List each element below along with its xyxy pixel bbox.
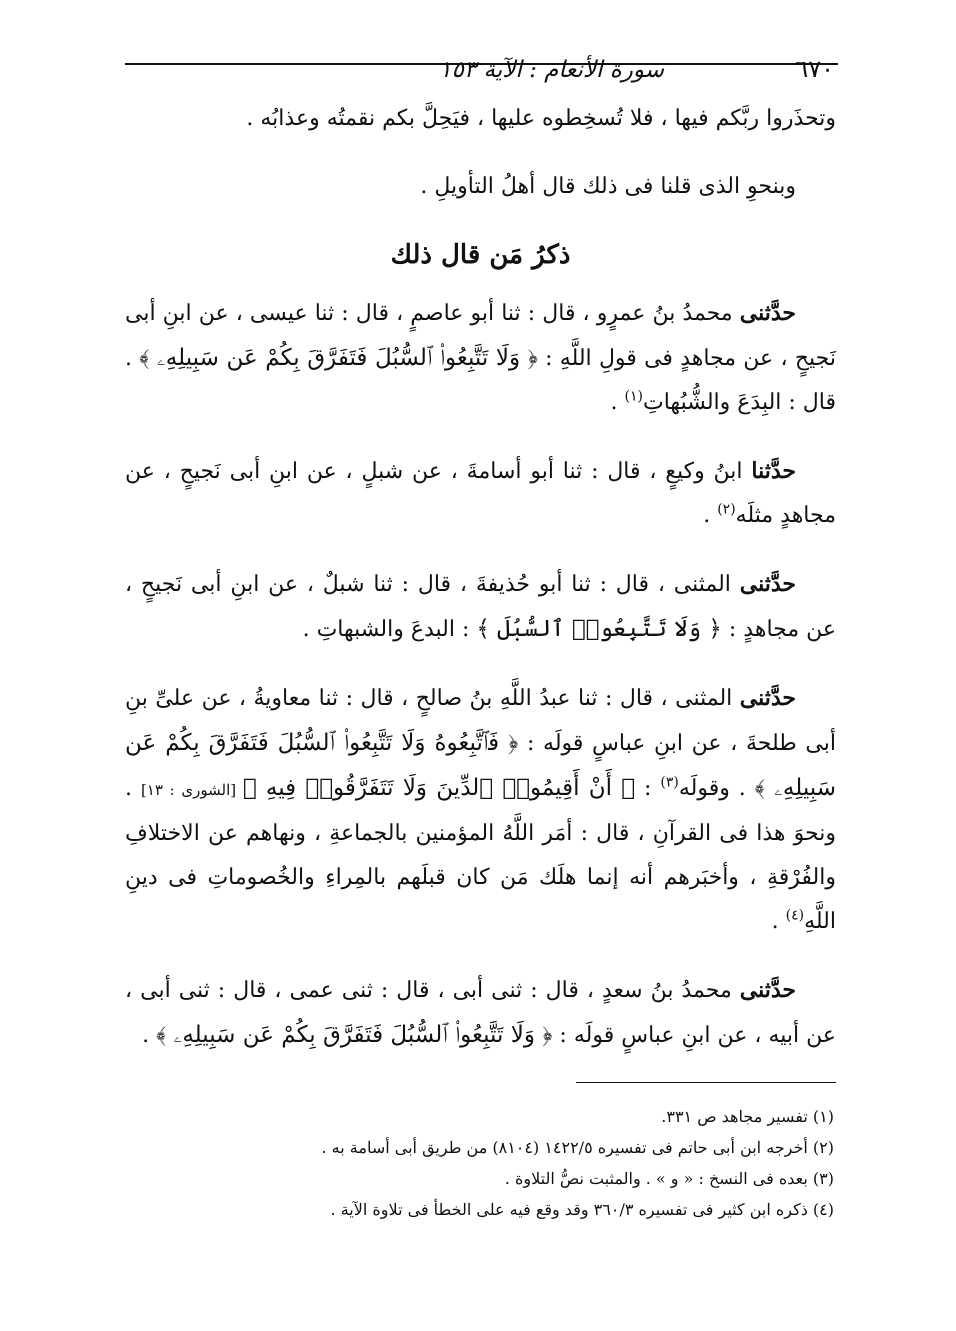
- quran-quote: ﴿ وَلَا تَتَّبِعُوا۟ ٱلسُّبُلَ فَتَفَرَّقَ بِكُمْ عَن سَبِيلِهِۦ ﴾: [156, 1022, 553, 1048]
- narration-end: .: [610, 390, 625, 415]
- main-text: [125, 97, 836, 1058]
- footnote-4: (٤) ذكره ابن كثير فى تفسيره ٣٦٠/٣ وقد وقع فيه على الخطأ فى تلاوة الآية .: [330, 1200, 834, 1219]
- footnote-2: (٢) أخرجه ابن أبى حاتم فى تفسيره ١٤٢٢/٥ (٨١٠٤) من طريق أبى أسامة به .: [321, 1138, 834, 1157]
- narration-lead: حدَّثنا: [751, 458, 796, 484]
- narration-text: . ونحوَ هذا فى القرآنِ ، قال : أمَر اللَّهُ المؤمنين بالجماعةِ ، ونهاهم عن الاختلافِ والفُرْقةِ ، وأخبَرهم أنه إنما هلَك مَن كان قبلَهم بالمِراءِ والخُصوماتِ فى دينِ اللَّهِ: [125, 776, 836, 934]
- narration-lead: حدَّثنى: [739, 685, 796, 711]
- narration-text: ابنُ وكيعٍ ، قال : ثنا أبو أسامةَ ، عن شبلٍ ، عن ابنِ أبى نَجيحٍ ، عن مجاهدٍ مثلَه: [125, 459, 836, 528]
- narration-lead: حدَّثنى: [739, 977, 796, 1003]
- footnotes: [125, 1101, 836, 1225]
- narration-text: : البدعَ والشبهاتِ .: [302, 617, 477, 642]
- paragraph: [125, 97, 836, 141]
- footnote-ref[interactable]: (٤): [785, 907, 805, 924]
- narration-end: .: [142, 1023, 157, 1048]
- narration-5: [125, 968, 836, 1058]
- narration-end: .: [703, 503, 718, 528]
- narration-text: المثنى ، قال : ثنا أبو حُذيفةَ ، قال : ثنا شبلٌ ، عن ابنِ أبى نَجيحٍ ، عن مجاهدٍ :: [125, 572, 836, 642]
- quran-reference: [الشورى : ١٣]: [140, 781, 243, 799]
- footnote-ref[interactable]: (٢): [717, 501, 736, 518]
- quran-quote: ﴿ وَلَا تَتَّبِعُوا۟ ٱلسُّبُلَ ﴾: [476, 616, 722, 642]
- narration-text: محمدُ بنُ سعدٍ ، قال : ثنى أبى ، قال : ثنى عمى ، قال : ثنى أبى ، عن أبيه ، عن ابنِ عباسٍ قولَه :: [125, 978, 836, 1048]
- narration-end: .: [771, 909, 786, 934]
- quran-quote: ﴿ وَلَا تَتَّبِعُوا۟ ٱلسُّبُلَ فَتَفَرَّقَ بِكُمْ عَن سَبِيلِهِۦ ﴾: [139, 345, 538, 371]
- footnote-rule: [576, 1082, 836, 1083]
- narration-text: :: [635, 776, 661, 801]
- page-number: ٦٧٠: [795, 55, 834, 83]
- footnote-3: (٣) بعده فى النسخ : « و » . والمثبت نصُّ التلاوة .: [504, 1169, 834, 1188]
- running-head: سورة الأنعام : الآية ١٥٣: [439, 57, 664, 83]
- narration-text: المثنى ، قال : ثنا عبدُ اللَّهِ بنُ صالحٍ ، قال : ثنا معاويةُ ، عن علىِّ بنِ أبى طلحةَ ، عن ابنِ عباسٍ قولَه :: [125, 686, 836, 756]
- footnote-1: (١) تفسير مجاهد ص ٣٣١.: [661, 1107, 834, 1126]
- quran-quote: ﴿ أَنْ أَقِيمُوا۟ ٱلدِّينَ وَلَا تَتَفَرَّقُوا۟ فِيهِ ﴾: [242, 775, 636, 801]
- narration-1: [125, 291, 836, 425]
- narration-lead: حدَّثنى: [739, 571, 796, 597]
- paragraph-text: وتحذَروا ربَّكم فيها ، فلا تُسخِطوه عليها ، فيَحِلَّ بكم نقمتُه وعذابُه .: [246, 106, 836, 131]
- narration-3: [125, 562, 836, 652]
- page-header: [125, 0, 836, 83]
- paragraph-text: وبنحوِ الذى قلنا فى ذلك قال أهلُ التأويلِ .: [420, 174, 796, 199]
- quran-quote: ﴿ فَٱتَّبِعُوهُ وَلَا تَتَّبِعُوا۟ ٱلسُّبُلَ فَتَفَرَّقَ بِكُمْ عَن سَبِيلِهِۦ ﴾: [125, 730, 837, 801]
- narration-text: . قال : البِدَعَ والشُّبُهاتِ: [125, 346, 836, 415]
- narration-4: [125, 676, 836, 944]
- footnote-ref[interactable]: (٣): [660, 774, 679, 791]
- narration-2: [125, 449, 836, 538]
- section-title: ذكرُ مَن قال ذلك: [390, 240, 571, 270]
- narration-lead: حدَّثنى: [739, 300, 796, 326]
- narration-text: محمدُ بنُ عمرٍو ، قال : ثنا أبو عاصمٍ ، قال : ثنا عيسى ، عن ابنِ أبى نَجيحٍ ، عن مجاهدٍ فى قولِ اللَّهِ :: [125, 301, 836, 371]
- footnote-ref[interactable]: (١): [624, 388, 644, 405]
- paragraph: [125, 165, 836, 209]
- narration-text: . وقولَه: [678, 776, 755, 801]
